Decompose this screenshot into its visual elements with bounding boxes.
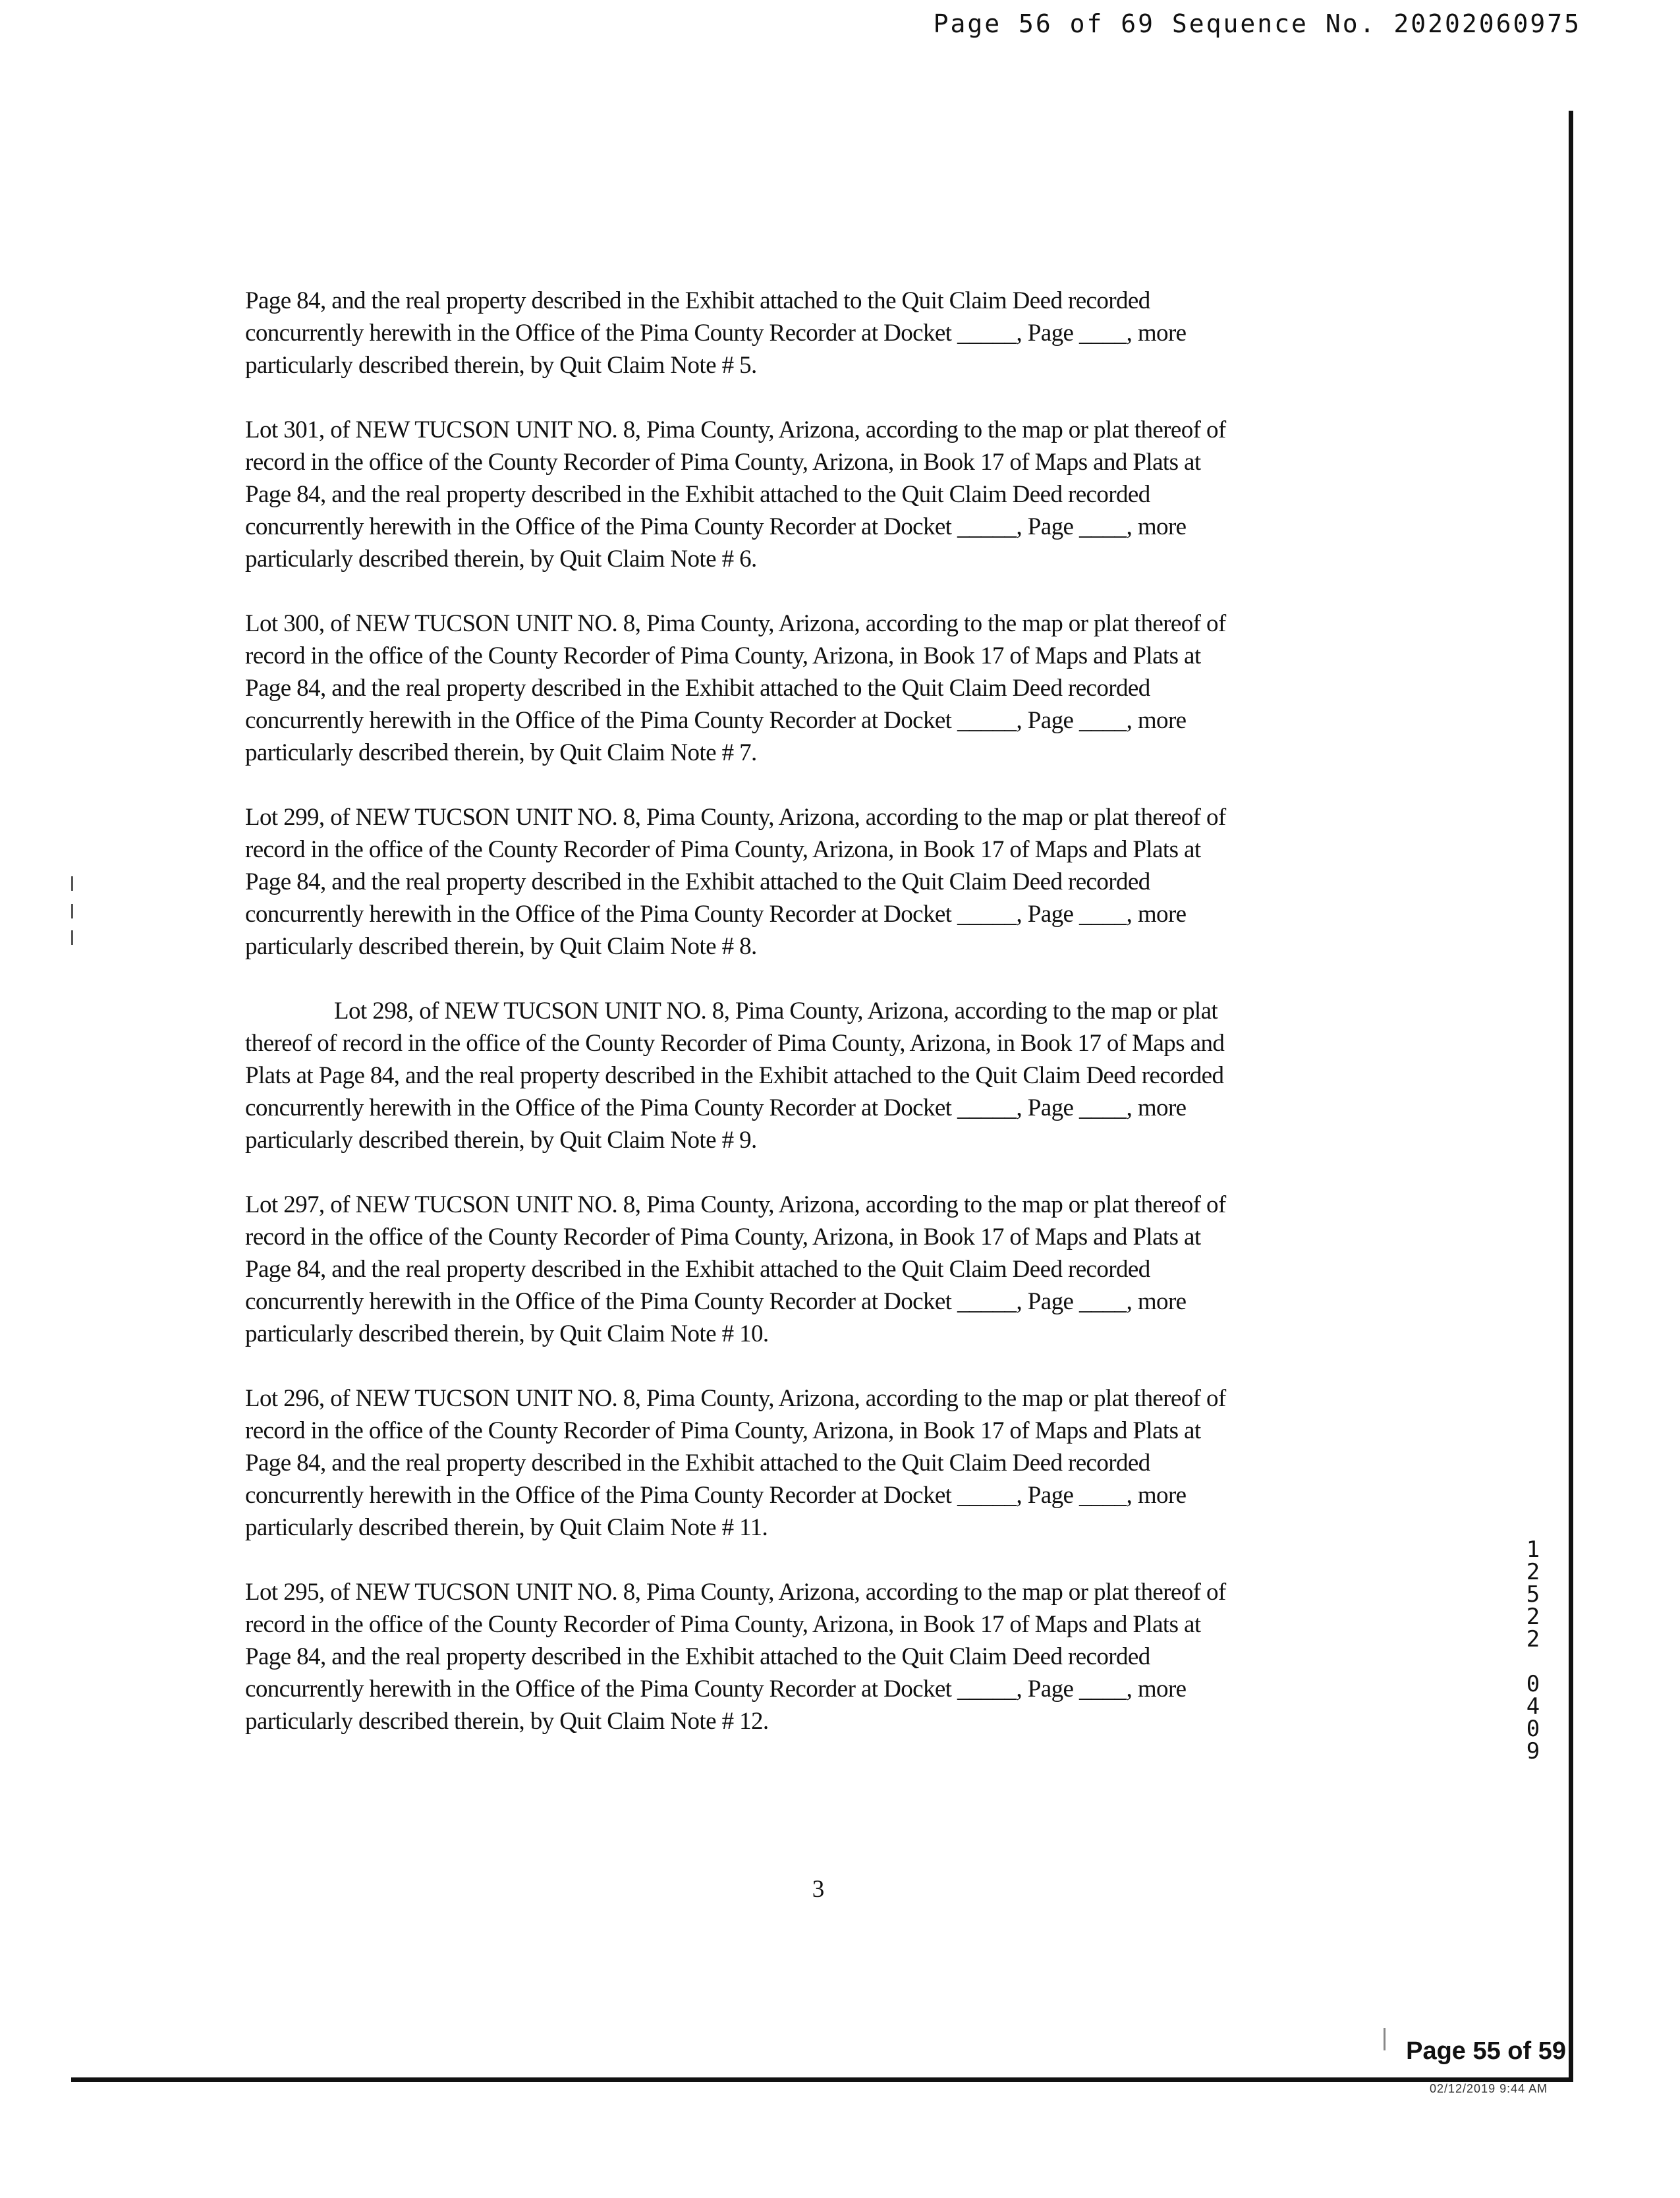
scan-frame-bottom-border bbox=[71, 2077, 1573, 2082]
paragraph-lot-297: Lot 297, of NEW TUCSON UNIT NO. 8, Pima County, Arizona, according to the map or plat thereof of record in the office of the County Recorder of Pima County, Arizona, in Book 17 of Maps and Plats at Page 84, and the real property described in the Exhibit attached to the Quit Claim Deed recorded concurrently herewith in the Office of the Pima County Recorder at Docket _____, Page ____, more particularly described therein, by Quit Claim Note # 10. bbox=[245, 1191, 1226, 1347]
sequence-header-stamp: Page 56 of 69 Sequence No. 20202060975 bbox=[933, 9, 1581, 38]
scan-margin-mark bbox=[71, 876, 73, 891]
paragraph-lot-295: Lot 295, of NEW TUCSON UNIT NO. 8, Pima County, Arizona, according to the map or plat thereof of record in the office of the County Recorder of Pima County, Arizona, in Book 17 of Maps and Plats at Page 84, and the real property described in the Exhibit attached to the Quit Claim Deed recorded concurrently herewith in the Office of the Pima County Recorder at Docket _____, Page ____, more particularly described therein, by Quit Claim Note # 12. bbox=[245, 1579, 1226, 1735]
scan-margin-mark bbox=[71, 930, 73, 945]
paragraph-lot-301: Lot 301, of NEW TUCSON UNIT NO. 8, Pima County, Arizona, according to the map or plat thereof of record in the office of the County Recorder of Pima County, Arizona, in Book 17 of Maps and Plats at Page 84, and the real property described in the Exhibit attached to the Quit Claim Deed recorded concurrently herewith in the Office of the Pima County Recorder at Docket _____, Page ____, more particularly described therein, by Quit Claim Note # 6. bbox=[245, 416, 1226, 573]
paragraph-lot-298: Lot 298, of NEW TUCSON UNIT NO. 8, Pima County, Arizona, according to the map or plat thereof of record in the office of the County Recorder of Pima County, Arizona, in Book 17 of Maps and Plats at Page 84, and the real property described in the Exhibit attached to the Quit Claim Deed recorded concurrently herewith in the Office of the Pima County Recorder at Docket _____, Page ____, more particularly described therein, by Quit Claim Note # 9. bbox=[245, 998, 1225, 1154]
recorder-page-count: Page 55 of 59 bbox=[1406, 2037, 1566, 2065]
scan-frame-right-border bbox=[1569, 111, 1573, 2082]
page-number: 3 bbox=[812, 1876, 825, 1903]
paragraph-lot-300: Lot 300, of NEW TUCSON UNIT NO. 8, Pima County, Arizona, according to the map or plat thereof of record in the office of the County Recorder of Pima County, Arizona, in Book 17 of Maps and Plats at Page 84, and the real property described in the Exhibit attached to the Quit Claim Deed recorded concurrently herewith in the Office of the Pima County Recorder at Docket _____, Page ____, more particularly described therein, by Quit Claim Note # 7. bbox=[245, 610, 1226, 766]
document-body bbox=[245, 285, 1391, 1770]
recorded-timestamp: 02/12/2019 9:44 AM bbox=[1430, 2082, 1548, 2095]
scan-margin-mark bbox=[71, 904, 73, 918]
paragraph-lot-299: Lot 299, of NEW TUCSON UNIT NO. 8, Pima County, Arizona, according to the map or plat thereof of record in the office of the County Recorder of Pima County, Arizona, in Book 17 of Maps and Plats at Page 84, and the real property described in the Exhibit attached to the Quit Claim Deed recorded concurrently herewith in the Office of the Pima County Recorder at Docket _____, Page ____, more particularly described therein, by Quit Claim Note # 8. bbox=[245, 804, 1226, 960]
paragraph-note-5: Page 84, and the real property described in the Exhibit attached to the Quit Claim Deed recorded concurrently herewith in the Office of the Pima County Recorder at Docket _____, Page ____, more particularly described therein, by Quit Claim Note # 5. bbox=[245, 287, 1187, 379]
paragraph-lot-296: Lot 296, of NEW TUCSON UNIT NO. 8, Pima County, Arizona, according to the map or plat thereof of record in the office of the County Recorder of Pima County, Arizona, in Book 17 of Maps and Plats at Page 84, and the real property described in the Exhibit attached to the Quit Claim Deed recorded concurrently herewith in the Office of the Pima County Recorder at Docket _____, Page ____, more particularly described therein, by Quit Claim Note # 11. bbox=[245, 1385, 1226, 1541]
docket-side-stamp: 12522 0409 bbox=[1520, 1536, 1546, 1761]
